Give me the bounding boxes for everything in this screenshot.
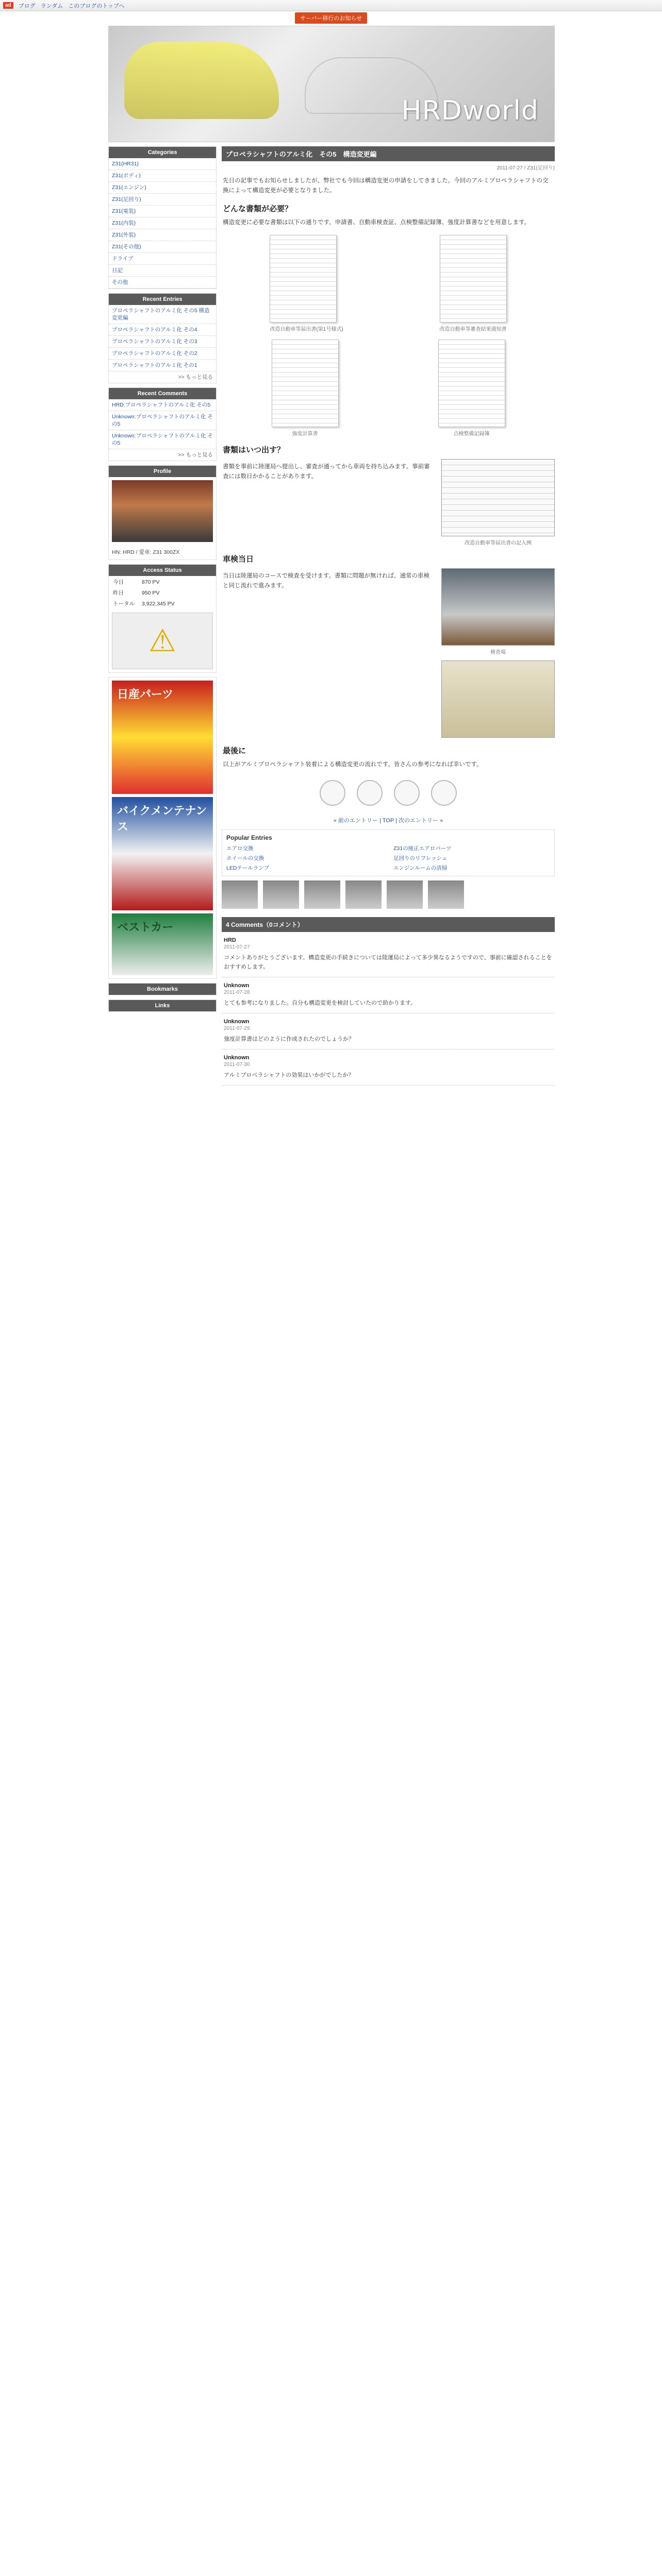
share-button[interactable] — [431, 780, 457, 806]
recent-entry-item[interactable]: プロペラシャフトのアルミ化 その5 構造変更編 — [109, 305, 216, 324]
comment — [222, 977, 555, 1013]
popular-entry-link[interactable]: 足回りのリフレッシュ — [393, 855, 448, 861]
category-item[interactable]: 日記 — [109, 265, 216, 277]
share-button[interactable] — [394, 780, 420, 806]
toolbar-link-random[interactable]: ランダム — [40, 3, 63, 9]
comment — [222, 1049, 555, 1086]
related-thumbnail[interactable] — [222, 880, 258, 909]
comment-date: 2011-07-30 — [224, 1062, 250, 1067]
inspection-lane-photo[interactable] — [441, 568, 555, 646]
toolbar-link-blog[interactable]: ブログ — [18, 3, 36, 9]
category-item[interactable]: ドライブ — [109, 253, 216, 265]
recent-comments-more-link[interactable]: >> もっと見る — [178, 452, 213, 458]
section-text-day: 当日は陸運局のコースで検査を受けます。書類に問題が無ければ、通常の車検と同じ流れで進みます。 — [223, 573, 430, 589]
access-value: 3,922,345 PV — [142, 600, 175, 607]
popular-entry-link[interactable]: エアロ交換 — [226, 845, 254, 852]
sidebar — [108, 146, 217, 1086]
document-caption: 点検整備記録簿 — [453, 431, 490, 437]
site-title[interactable]: HRDworld — [401, 95, 539, 126]
document-caption: 改造自動車等届出書(第1号様式) — [270, 327, 343, 332]
access-heading: Access Status — [109, 565, 216, 576]
categories-heading: Categories — [109, 147, 216, 158]
toolbar-link-top[interactable]: このブログのトップへ — [68, 3, 125, 9]
access-value: 870 PV — [142, 579, 160, 585]
entry-intro: 先日の記事でもお知らせしましたが、弊社でも今回は構造変更の申請をしてきました。今回のアルミプロペラシャフトの交換によって構造変更が必要となりました。 — [223, 178, 549, 194]
profile-photo — [112, 480, 213, 542]
popular-entries-heading: Popular Entries — [226, 834, 272, 841]
popular-entry-link[interactable]: LEDテールランプ — [226, 865, 270, 871]
category-item[interactable]: Z31(外装) — [109, 229, 216, 241]
recent-entry-item[interactable]: プロペラシャフトのアルミ化 その1 — [109, 360, 216, 371]
popular-entry-link[interactable]: ホイールの交換 — [226, 855, 264, 861]
links-heading: Links — [109, 1000, 216, 1011]
category-item[interactable]: Z31(ボディ) — [109, 170, 216, 182]
inspection-photo-caption: 検査場 — [490, 650, 506, 655]
brand-logo[interactable]: ad — [3, 2, 13, 9]
comment-date: 2011-07-29 — [224, 1026, 250, 1031]
recent-comment-item[interactable]: Unknown:プロペラシャフトのアルミ化 その5 — [109, 430, 216, 449]
form-photo[interactable] — [441, 459, 555, 536]
access-label: トータル — [113, 601, 135, 607]
document-image-row — [222, 340, 555, 437]
popular-entry-link[interactable]: エンジンルームの清掃 — [393, 865, 448, 871]
page — [108, 26, 555, 1086]
comment-text: アルミプロペラシャフトの効果はいかがでしたか？ — [224, 1072, 354, 1078]
categories-widget — [108, 146, 217, 289]
profile-widget — [108, 465, 217, 560]
bookmarks-widget — [108, 983, 217, 995]
top-toolbar — [0, 0, 662, 11]
category-item[interactable]: Z31(エンジン) — [109, 182, 216, 194]
profile-text: HN: HRD / 愛車: Z31 300ZX — [112, 549, 180, 555]
entry-navigation[interactable]: « 前のエントリー | TOP | 次のエントリー » — [333, 818, 443, 824]
document-image-row — [222, 235, 555, 332]
comment-author: Unknown — [224, 1055, 250, 1061]
recent-entry-item[interactable]: プロペラシャフトのアルミ化 その4 — [109, 324, 216, 336]
document-image[interactable] — [270, 235, 337, 323]
profile-heading: Profile — [109, 466, 216, 477]
related-thumbnail[interactable] — [387, 880, 423, 909]
comment-author: HRD — [224, 937, 236, 943]
access-label: 今日 — [113, 579, 124, 585]
notice-link[interactable]: サーバー移行のお知らせ — [295, 12, 367, 24]
popular-entry-link[interactable]: Z31の純正エアロパーツ — [393, 845, 452, 852]
warning-icon: ⚠ — [112, 613, 213, 669]
related-thumbnails — [222, 880, 555, 909]
entry-body — [222, 176, 555, 770]
recent-entry-item[interactable]: プロペラシャフトのアルミ化 その3 — [109, 336, 216, 348]
banner-nissan-parts[interactable]: 日産パーツ — [112, 681, 213, 794]
document-caption: 改造自動車等審査結果通知書 — [439, 327, 507, 332]
entry-title[interactable]: プロペラシャフトのアルミ化 その5 構造変更編 — [222, 146, 555, 161]
sticker-photo[interactable] — [441, 660, 555, 738]
category-item[interactable]: その他 — [109, 277, 216, 289]
links-widget — [108, 999, 217, 1012]
access-table — [109, 576, 179, 609]
recent-comments-widget — [108, 387, 217, 461]
entry-meta: 2011-07-27 / Z31(足回り) — [496, 165, 555, 171]
category-item[interactable]: Z31(内装) — [109, 217, 216, 229]
section-text-docs: 構造変更に必要な書類は以下の通りです。申請書、自動車検査証、点検整備記録簿、強度計算書などを用意します。 — [223, 219, 531, 226]
comment-author: Unknown — [224, 1019, 250, 1025]
category-item[interactable]: Z31(電装) — [109, 206, 216, 217]
recent-entries-widget — [108, 293, 217, 383]
access-label: 昨日 — [113, 590, 124, 596]
form-photo-caption: 改造自動車等届出書の記入例 — [465, 540, 532, 546]
section-heading-where: 書類はいつ出す？ — [223, 446, 285, 454]
category-item[interactable]: Z31(その他) — [109, 241, 216, 253]
comment-text: 強度計算書はどのように作成されたのでしょうか？ — [224, 1036, 354, 1042]
document-image[interactable] — [438, 340, 505, 427]
comment-text: とても参考になりました。自分も構造変更を検討していたので助かります。 — [224, 1000, 417, 1006]
banner-bestcar[interactable]: ベストカー — [112, 913, 213, 975]
related-thumbnail[interactable] — [428, 880, 464, 909]
share-button[interactable] — [320, 780, 345, 806]
comment-date: 2011-07-28 — [224, 990, 250, 995]
banner-widget — [108, 677, 217, 979]
section-heading-last: 最後に — [223, 747, 246, 755]
document-caption: 強度計算書 — [292, 431, 318, 437]
main-content — [222, 146, 555, 1086]
section-heading-docs: どんな書類が必要？ — [223, 205, 293, 213]
header-car-image — [124, 42, 279, 119]
document-image[interactable] — [440, 235, 507, 323]
document-image[interactable] — [272, 340, 339, 427]
comment-text: コメントありがとうございます。構造変更の手続きについては陸運局によって多少異なるようですので、事前に確認されることをおすすめします。 — [224, 955, 552, 970]
comments-heading: 4 Comments（0コメント） — [222, 917, 555, 932]
share-buttons — [222, 780, 555, 806]
recent-comments-heading: Recent Comments — [109, 388, 216, 399]
popular-entries — [222, 829, 555, 876]
comment-date: 2011-07-27 — [224, 944, 250, 950]
recent-entries-heading: Recent Entries — [109, 294, 216, 305]
access-widget — [108, 564, 217, 673]
recent-entry-item[interactable]: プロペラシャフトのアルミ化 その2 — [109, 348, 216, 360]
section-text-where: 書類を事前に陸運局へ提出し、審査が通ってから車両を持ち込みます。事前審査には数日かかることがあります。 — [223, 464, 430, 480]
comment — [222, 1013, 555, 1049]
recent-comment-item[interactable]: HRD:プロペラシャフトのアルミ化 その5 — [109, 399, 216, 411]
related-thumbnail[interactable] — [304, 880, 340, 909]
bookmarks-heading: Bookmarks — [109, 984, 216, 995]
comment-author: Unknown — [224, 982, 250, 989]
related-thumbnail[interactable] — [345, 880, 382, 909]
category-item[interactable]: Z31(HR31) — [109, 158, 216, 170]
comment — [222, 932, 555, 977]
recent-comment-item[interactable]: Unknown:プロペラシャフトのアルミ化 その5 — [109, 411, 216, 430]
recent-entries-more-link[interactable]: >> もっと見る — [178, 374, 213, 380]
notice-bar — [0, 11, 662, 25]
section-text-last: 以上がアルミプロペラシャフト装着による構造変更の流れです。皆さんの参考になれば幸いです。 — [223, 761, 483, 768]
banner-bike-maintenance[interactable]: バイクメンテナンス — [112, 797, 213, 910]
share-button[interactable] — [357, 780, 383, 806]
access-value: 950 PV — [142, 589, 160, 596]
category-item[interactable]: Z31(足回り) — [109, 194, 216, 206]
section-heading-day: 車検当日 — [223, 555, 254, 564]
site-header — [108, 26, 555, 142]
related-thumbnail[interactable] — [263, 880, 299, 909]
